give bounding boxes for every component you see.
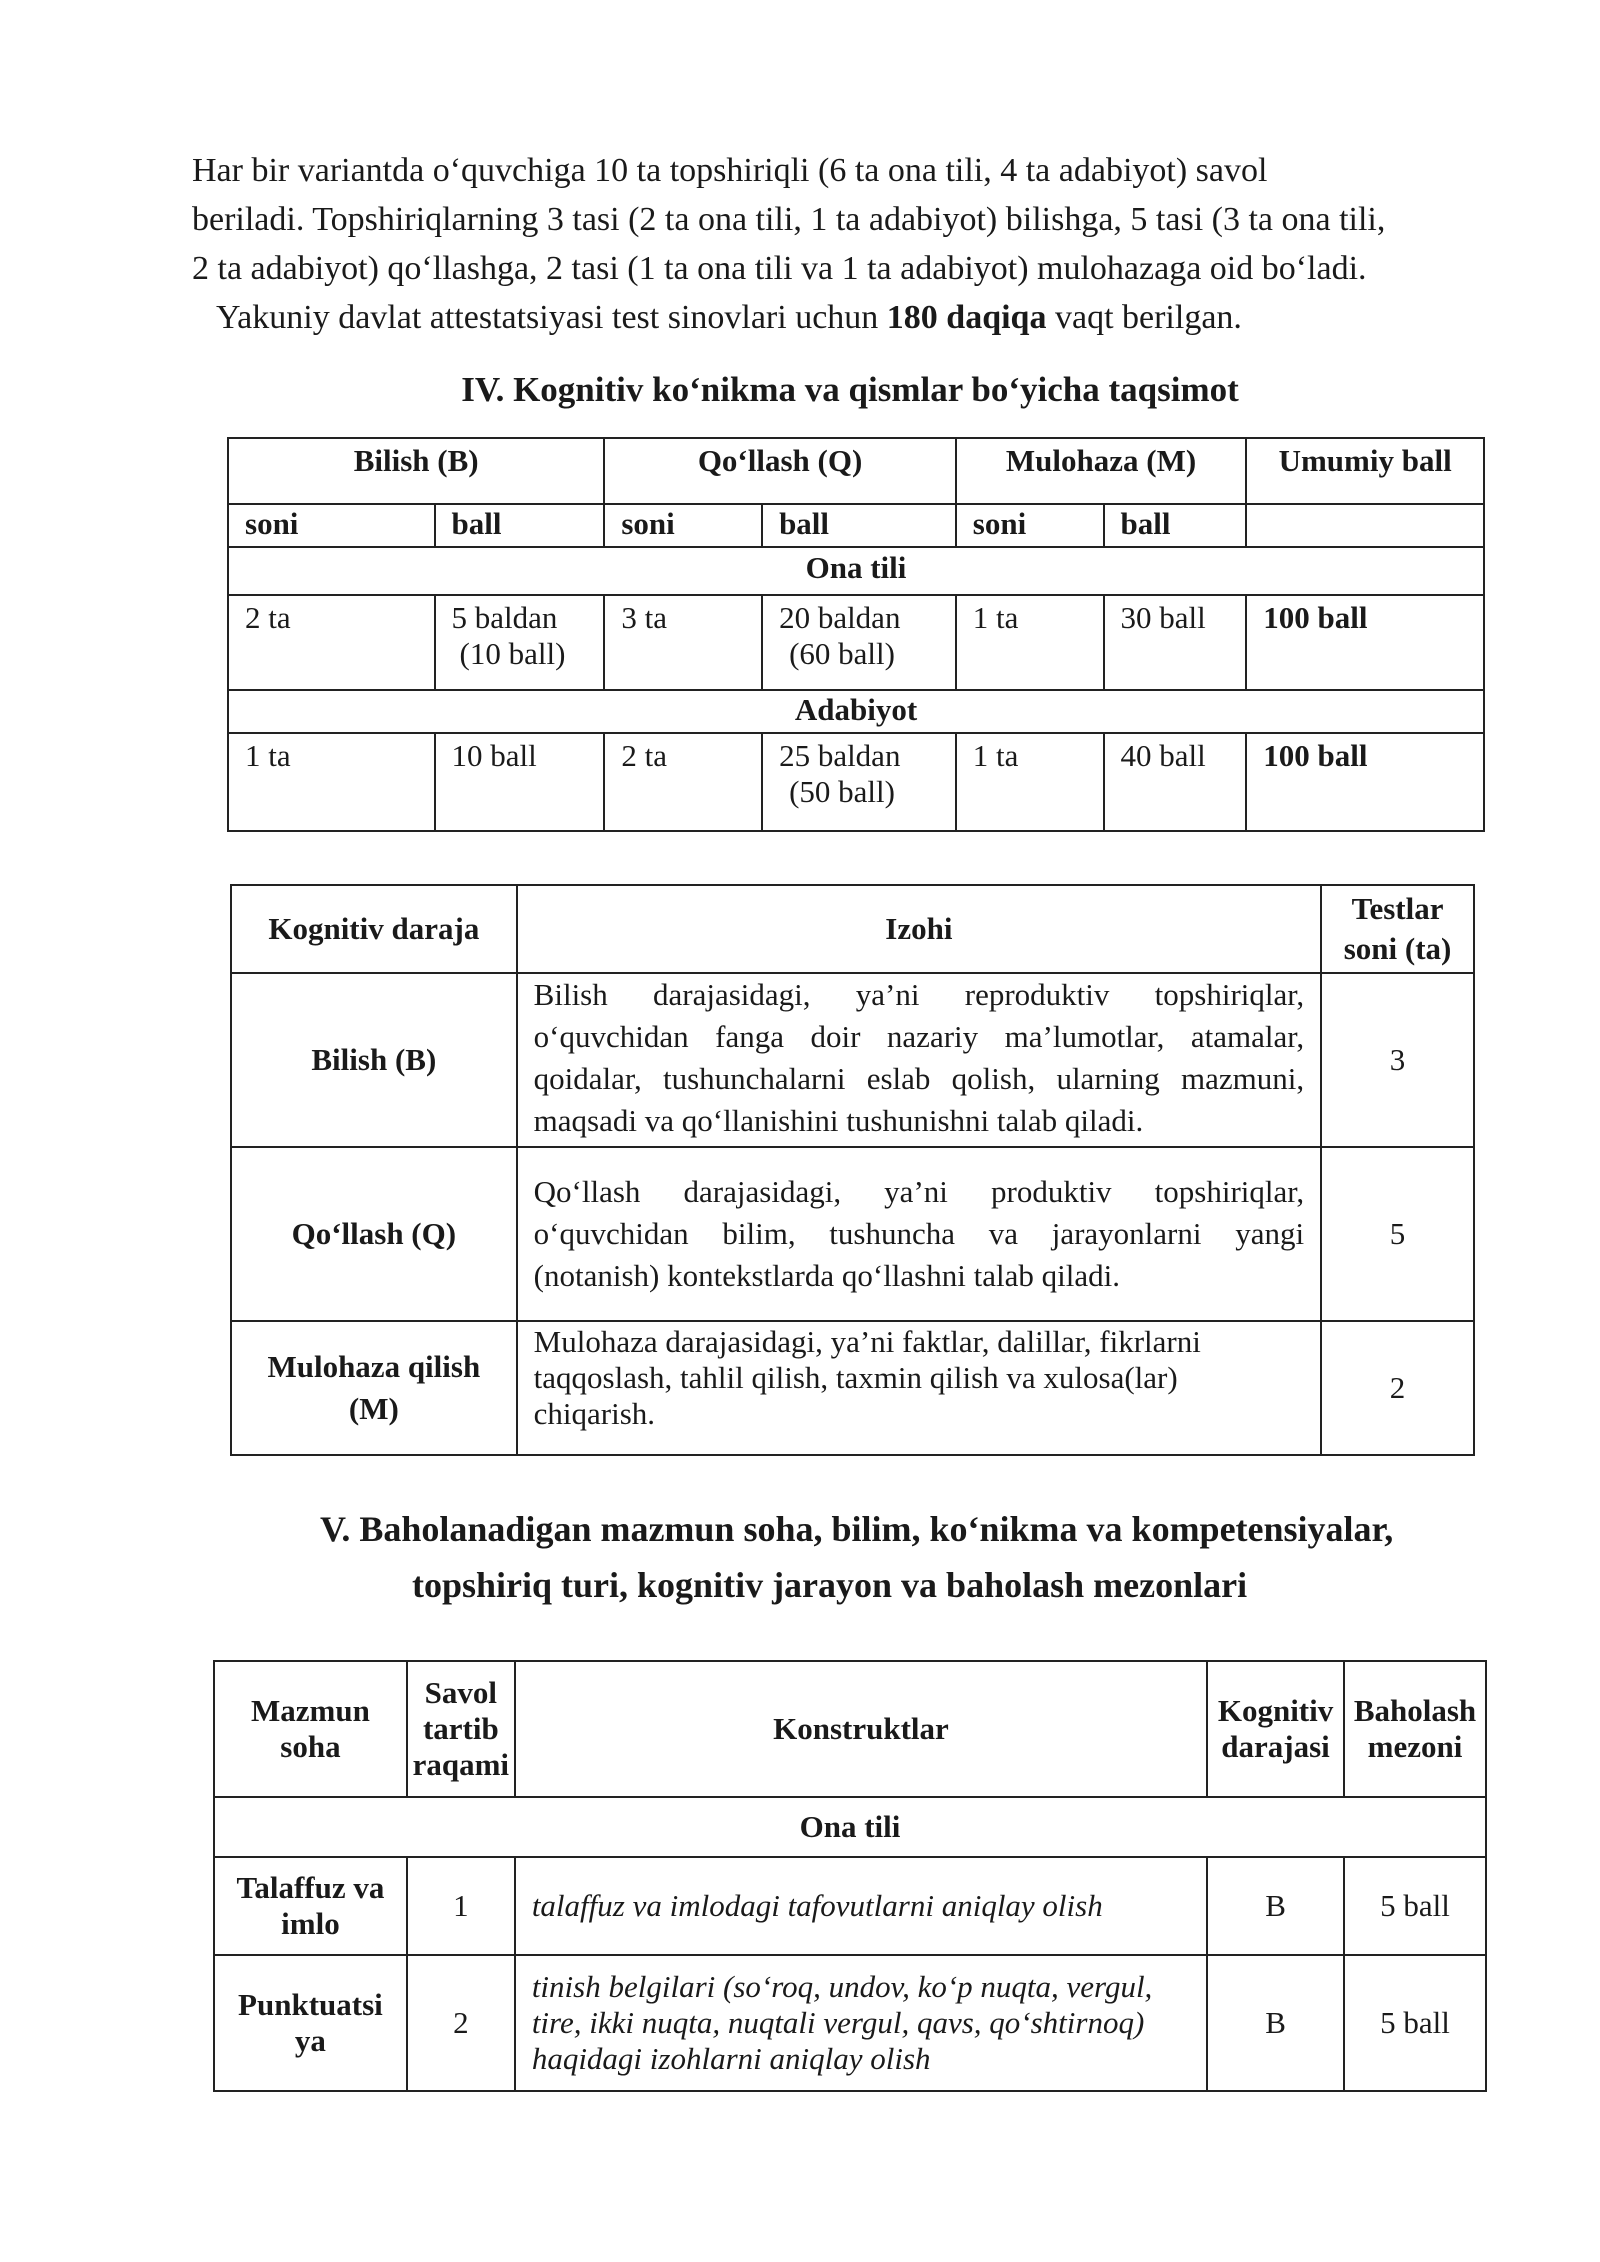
- header-konstruktlar: Konstruktlar: [515, 1661, 1207, 1797]
- score: 5 ball: [1344, 1857, 1486, 1955]
- intro-line-4: Yakuniy davlat attestatsiyasi test sinovlari uchun 180 daqiqa vaqt berilgan.: [216, 299, 1242, 336]
- cell: 2 ta: [604, 733, 762, 831]
- level-qollash: Qo‘llash (Q): [231, 1147, 517, 1321]
- content-areas-table: [213, 1660, 1487, 2092]
- section-5-title-line-2: topshiriq turi, kognitiv jarayon va baholash mezonlari: [412, 1565, 1248, 1605]
- soha-punktuatsiya: Punktuatsi ya: [214, 1955, 407, 2091]
- intro-line-3: 2 ta adabiyot) qo‘llashga, 2 tasi (1 ta ona tili va 1 ta adabiyot) mulohazaga oid bo‘ladi.: [192, 250, 1367, 287]
- header-mulohaza: Mulohaza (M): [956, 438, 1247, 504]
- sub-header: ball: [1104, 504, 1247, 547]
- distribution-table: [227, 437, 1485, 832]
- level-description: Qo‘llash darajasidagi, ya’ni produktiv topshiriqlar, o‘quvchidan bilim, tushuncha va jarayonlarni yangi (notanish) kontekstlarda qo‘llashni talab qiladi.: [517, 1147, 1321, 1321]
- total-cell: 100 ball: [1246, 595, 1484, 690]
- group-ona-tili: Ona tili: [214, 1797, 1486, 1857]
- intro-line-1: Har bir variantda o‘quvchiga 10 ta topshiriqli (6 ta ona tili, 4 ta adabiyot) savol: [192, 152, 1268, 189]
- level-count: 3: [1321, 973, 1474, 1147]
- sub-header: soni: [956, 504, 1104, 547]
- question-number: 1: [407, 1857, 515, 1955]
- header-kognitiv-daraja: Kognitiv daraja: [231, 885, 517, 973]
- level-description: Mulohaza darajasidagi, ya’ni faktlar, dalillar, fikrlarni taqqoslash, tahlil qilish, taxmin qilish va xulosa(lar) chiqarish.: [517, 1321, 1321, 1455]
- cognitive-levels-table: [230, 884, 1475, 1456]
- header-baholash-mezoni: Baholash mezoni: [1344, 1661, 1486, 1797]
- score: 5 ball: [1344, 1955, 1486, 2091]
- sub-header: ball: [762, 504, 956, 547]
- header-izohi: Izohi: [517, 885, 1321, 973]
- construct: tinish belgilari (so‘roq, undov, ko‘p nuqta, vergul, tire, ikki nuqta, nuqtali vergul, qavs, qo‘shtirnoq) haqidagi izohlarni aniqlay olish: [515, 1955, 1207, 2091]
- group-adabiyot: Adabiyot: [228, 690, 1484, 733]
- cell: 40 ball: [1104, 733, 1247, 831]
- section-5-title-line-1: V. Baholanadigan mazmun soha, bilim, ko‘nikma va kompetensiyalar,: [320, 1509, 1394, 1549]
- section-4-title: IV. Kognitiv ko‘nikma va qismlar bo‘yicha taqsimot: [461, 370, 1239, 409]
- header-qollash: Qo‘llash (Q): [604, 438, 955, 504]
- level-count: 2: [1321, 1321, 1474, 1455]
- level-count: 5: [1321, 1147, 1474, 1321]
- question-number: 2: [407, 1955, 515, 2091]
- cell: 5 baldan (10 ball): [435, 595, 605, 690]
- cell: 1 ta: [956, 733, 1104, 831]
- cognitive-level: B: [1207, 1857, 1344, 1955]
- header-testlar-soni: Testlar soni (ta): [1321, 885, 1474, 973]
- cell: 2 ta: [228, 595, 435, 690]
- cell: 3 ta: [604, 595, 762, 690]
- total-cell: 100 ball: [1246, 733, 1484, 831]
- sub-header: ball: [435, 504, 605, 547]
- header-mazmun-soha: Mazmun soha: [214, 1661, 407, 1797]
- cell: 1 ta: [228, 733, 435, 831]
- header-savol-raqami: Savol tartib raqami: [407, 1661, 515, 1797]
- level-bilish: Bilish (B): [231, 973, 517, 1147]
- level-description: Bilish darajasidagi, ya’ni reproduktiv topshiriqlar, o‘quvchidan fanga doir nazariy ma’lumotlar, atamalar, qoidalar, tushunchalarni eslab qolish, ularning mazmuni, maqsadi va qo‘llanishini tushunishni talab qiladi.: [517, 973, 1321, 1147]
- header-kognitiv-darajasi: Kognitiv darajasi: [1207, 1661, 1344, 1797]
- cell: 25 baldan (50 ball): [762, 733, 956, 831]
- sub-header: soni: [604, 504, 762, 547]
- header-bilish: Bilish (B): [228, 438, 604, 504]
- cognitive-level: B: [1207, 1955, 1344, 2091]
- cell: 20 baldan (60 ball): [762, 595, 956, 690]
- construct: talaffuz va imlodagi tafovutlarni aniqlay olish: [515, 1857, 1207, 1955]
- cell: 30 ball: [1104, 595, 1247, 690]
- level-mulohaza: Mulohaza qilish (M): [231, 1321, 517, 1455]
- intro-line-2: beriladi. Topshiriqlarning 3 tasi (2 ta ona tili, 1 ta adabiyot) bilishga, 5 tasi (3 ta ona tili,: [192, 201, 1386, 238]
- cell: 1 ta: [956, 595, 1104, 690]
- cell: 10 ball: [435, 733, 605, 831]
- group-ona-tili: Ona tili: [228, 547, 1484, 595]
- sub-header: soni: [228, 504, 435, 547]
- soha-talaffuz: Talaffuz va imlo: [214, 1857, 407, 1955]
- header-umumiy: Umumiy ball: [1246, 438, 1484, 504]
- duration-value: 180 daqiqa: [886, 299, 1047, 336]
